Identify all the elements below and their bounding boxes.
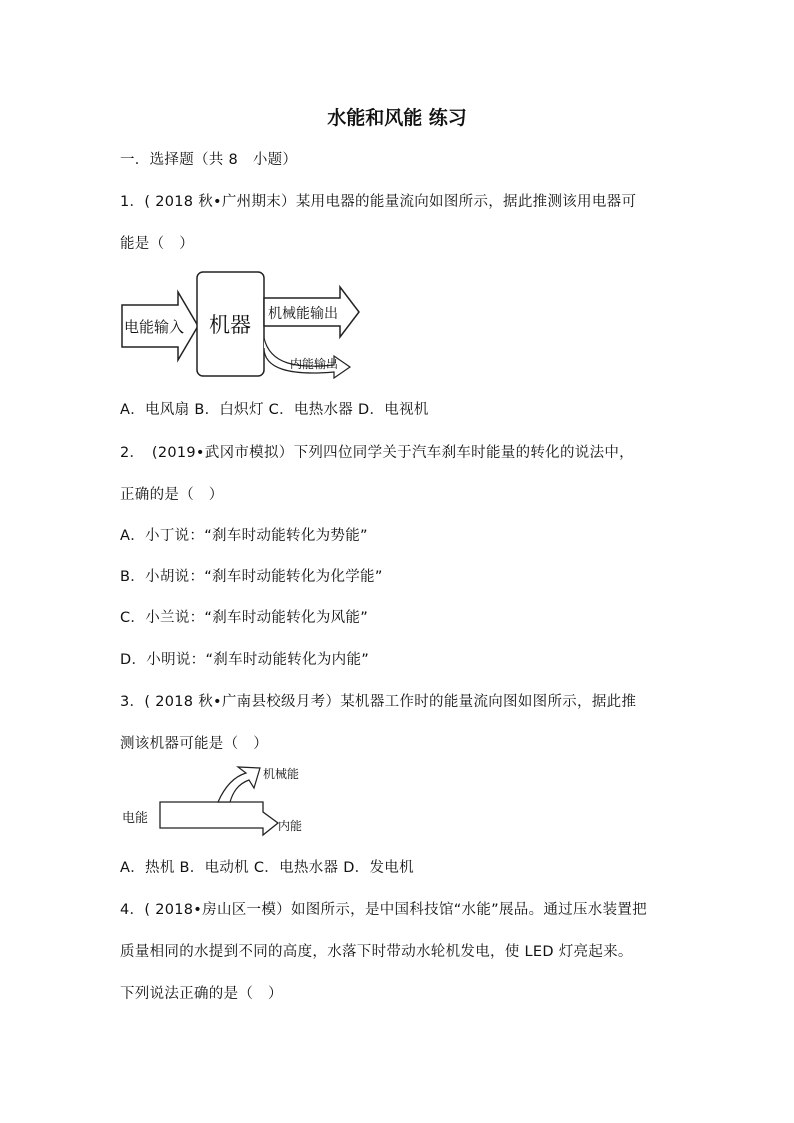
q3-mechanical-label: 机械能 [263,767,300,781]
q1-machine-label: 机器 [209,313,251,337]
section-heading: 一．选择题（共 8 小题） [120,152,298,168]
q1-energy-flow-diagram [118,268,368,383]
q3-mechanical-arrow [218,767,260,802]
page-title: 水能和风能 练习 [327,107,467,129]
q2-option-d: D．小明说：“刹车时动能转化为内能” [120,652,370,668]
q4-stem-line3: 下列说法正确的是（ ） [120,986,283,1002]
q3-stem-line2: 测该机器可能是（ ） [120,736,268,752]
q3-options: A．热机 B．电动机 C．电热水器 D．发电机 [120,860,414,876]
q1-options: A．电风扇 B．白炽灯 C．电热水器 D．电视机 [120,402,429,418]
q1-stem-line1: 1．( 2018 秋•广州期末）某用电器的能量流向如图所示，据此推测该用电器可 [120,194,637,210]
q2-option-b: B．小胡说：“刹车时动能转化为化学能” [120,569,383,585]
q2-option-c: C．小兰说：“刹车时动能转化为风能” [120,610,369,626]
q2-stem-line2: 正确的是（ ） [120,487,224,503]
q3-main-band [160,802,278,835]
q2-stem-line1: 2． (2019•武冈市模拟）下列四位同学关于汽车刹车时能量的转化的说法中， [120,445,634,461]
q1-stem-line2: 能是（ ） [120,236,194,252]
q4-stem-line1: 4．( 2018•房山区一模）如图所示，是中国科技馆“水能”展品。通过压水装置把 [120,902,647,918]
q3-stem-line1: 3．( 2018 秋•广南县校级月考）某机器工作时的能量流向图如图所示，据此推 [120,694,637,710]
q1-input-label: 电能输入 [124,318,185,336]
q2-option-a: A．小丁说：“刹车时动能转化为势能” [120,528,368,544]
q1-heat-label: 内能输出 [290,357,339,371]
q3-input-label: 电能 [122,811,149,826]
q1-mechanical-label: 机械能输出 [268,306,338,322]
q3-heat-label: 内能 [278,819,303,833]
q4-stem-line2: 质量相同的水提到不同的高度，水落下时带动水轮机发电，使 LED 灯亮起来。 [120,944,633,960]
q3-energy-flow-diagram [118,762,318,840]
